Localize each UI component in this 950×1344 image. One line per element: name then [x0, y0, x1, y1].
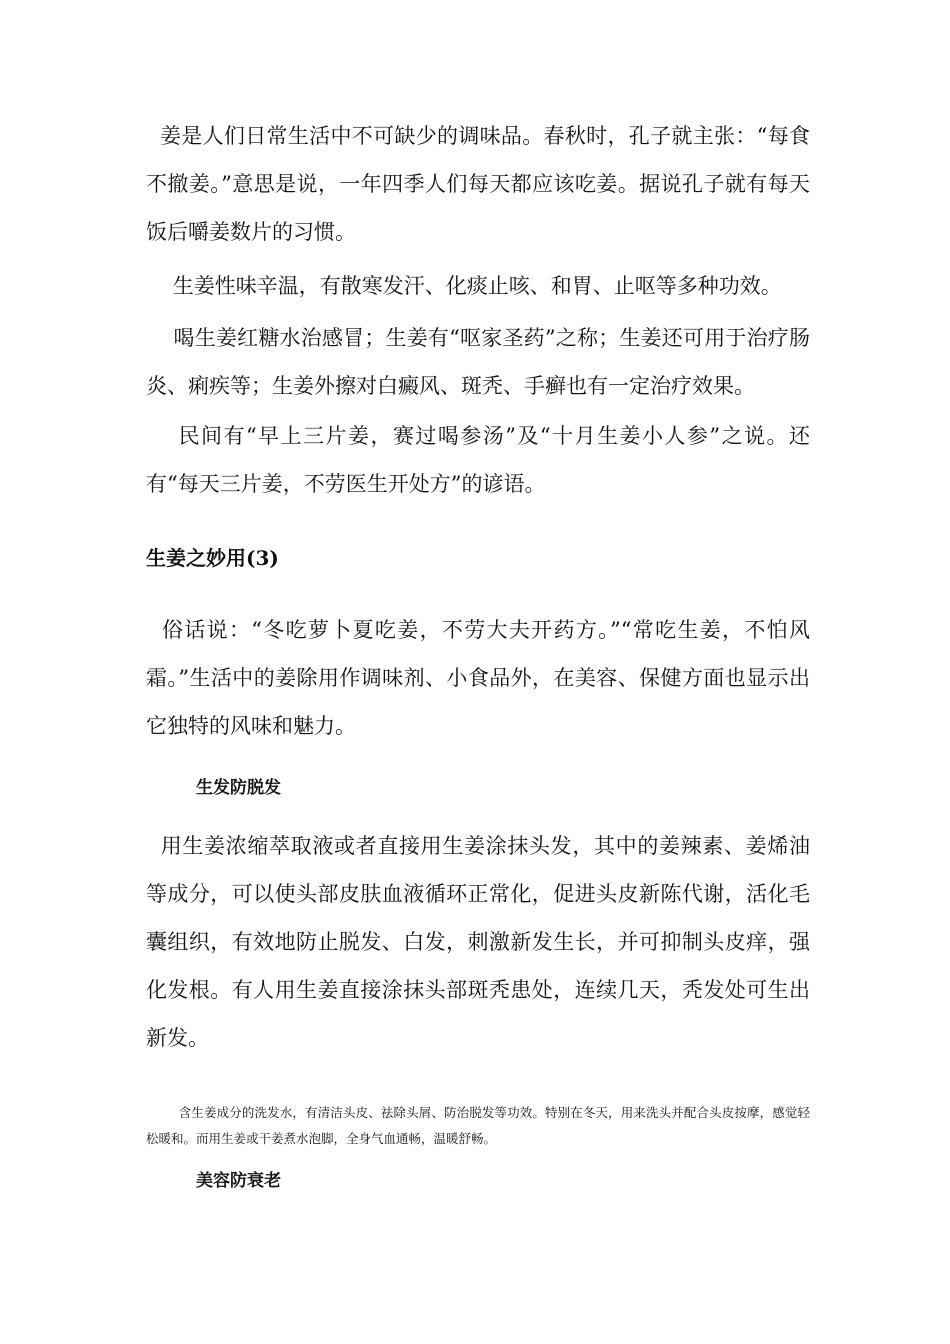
paragraph-ginger-remedies: 喝生姜红糖水治感冒；生姜有“呕家圣药”之称；生姜还可用于治疗肠炎、痢疾等；生姜外擦对白癜风、斑秃、手癣也有一定治疗效果。 [146, 326, 810, 398]
paragraph-hair-growth: 用生姜浓缩萃取液或者直接用生姜涂抹头发，其中的姜辣素、姜烯油等成分，可以使头部皮肤血液循环正常化，促进头皮新陈代谢，活化毛囊组织，有效地防止脱发、白发，刺激新发生长，并可抑制头皮痒，强化发根。有人用生姜直接涂抹头部斑秃患处，连续几天，秃发处可生出新发。 [146, 834, 810, 1050]
section-heading-text: 生姜之妙用 [146, 546, 246, 570]
subheading-beauty: 美容防衰老 [196, 1171, 281, 1191]
paragraph-folk-sayings: 民间有“早上三片姜，赛过喝参汤”及“十月生姜小人参”之说。还有“每天三片姜，不劳医生开处方”的谚语。 [146, 424, 810, 496]
paragraph-proverbs: 俗话说：“冬吃萝卜夏吃姜，不劳大夫开药方。”“常吃生姜，不怕风霜。”生活中的姜除用作调味剂、小食品外，在美容、保健方面也显示出它独特的风味和魅力。 [146, 618, 810, 738]
paragraph-shampoo: 含生姜成分的洗发水，有清洁头皮、祛除头屑、防治脱发等功效。特别在冬天，用来洗头并配合头皮按摩，感觉轻松暖和。而用生姜或干姜煮水泡脚，全身气血通畅，温暖舒畅。 [146, 1105, 810, 1146]
paragraph-ginger-properties: 生姜性味辛温，有散寒发汗、化痰止咳、和胃、止呕等多种功效。 [146, 274, 782, 298]
section-heading [146, 544, 279, 572]
paragraph-ginger-intro: 姜是人们日常生活中不可缺少的调味品。春秋时，孔子就主张：“每食不撤姜。”意思是说，一年四季人们每天都应该吃姜。据说孔子就有每天饭后嚼姜数片的习惯。 [146, 124, 811, 244]
subheading-hair: 生发防脱发 [196, 778, 281, 798]
section-heading-number: (3) [246, 546, 279, 570]
